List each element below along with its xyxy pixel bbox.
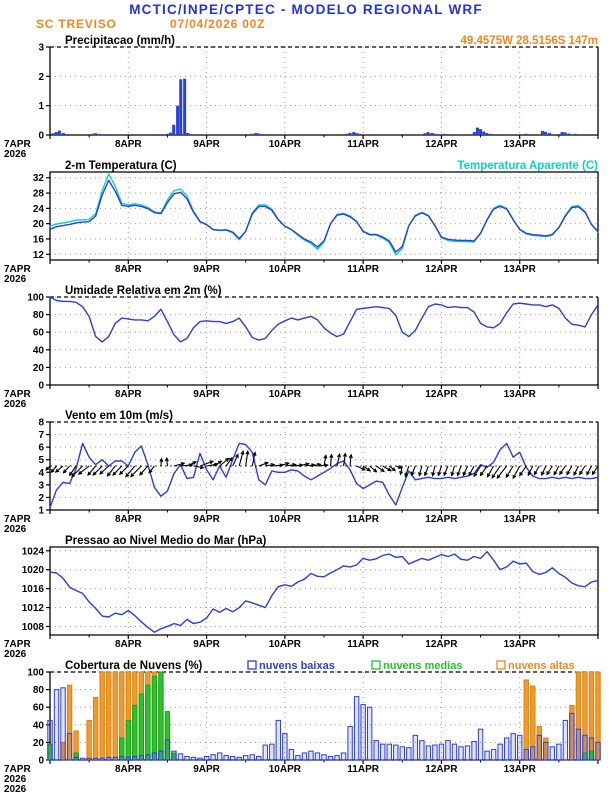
x-tick-label: 10APR bbox=[268, 389, 301, 400]
panel-title: Precipitacao (mm/h) bbox=[65, 35, 175, 47]
cloud-bar bbox=[120, 756, 124, 760]
cloud-bar bbox=[93, 698, 97, 760]
x-tick-label: 10APR bbox=[268, 764, 301, 775]
precip-bar bbox=[359, 134, 362, 135]
panel-title: Cobertura de Nuvens (%) bbox=[65, 660, 203, 672]
cloud-bar bbox=[367, 707, 371, 760]
frame bbox=[49, 47, 598, 135]
y-tick-label: 20 bbox=[32, 737, 44, 749]
cloud-bar bbox=[237, 757, 241, 760]
cloud-bar bbox=[511, 734, 515, 760]
y-tick-label: 60 bbox=[32, 702, 44, 714]
x-tick-label: 11APR bbox=[347, 264, 379, 275]
cloud-bar bbox=[439, 744, 443, 760]
panel-right-label: 49.4575W 28.5156S 147m bbox=[460, 35, 598, 47]
cloud-bar bbox=[217, 753, 221, 760]
precip-bar bbox=[169, 133, 172, 135]
wind-arrow bbox=[513, 466, 519, 478]
x-axis-year-2: 2026 bbox=[4, 784, 27, 792]
precip-bar bbox=[254, 133, 257, 135]
y-tick-label: 1016 bbox=[21, 584, 44, 596]
cloud-bar bbox=[126, 720, 130, 760]
series-line-Pressao-ao-Nivel-Medio-do-Mar-(hPa) bbox=[50, 552, 598, 633]
x-axis-year: 2026 bbox=[4, 649, 27, 660]
cloud-bar bbox=[67, 734, 71, 760]
cloud-bar bbox=[426, 746, 430, 760]
cloud-bar bbox=[139, 694, 143, 760]
cloud-bar bbox=[322, 755, 326, 760]
cloud-bar bbox=[100, 672, 104, 760]
cloud-bar bbox=[459, 747, 463, 760]
cloud-bar bbox=[113, 757, 117, 760]
precipitation-plot bbox=[4, 35, 599, 160]
x-tick-label: 7APR bbox=[4, 639, 31, 650]
cloud-bar bbox=[230, 756, 234, 760]
cloud-bar bbox=[550, 747, 554, 760]
series-line-Umidade-Relativa-em-2m-(%) bbox=[50, 297, 598, 342]
cloud-bar bbox=[257, 756, 261, 760]
precip-bar bbox=[352, 132, 355, 135]
cloud-bar bbox=[570, 713, 574, 760]
cloud-bar bbox=[159, 751, 163, 760]
cloud-bar bbox=[152, 753, 156, 760]
x-tick-label: 11APR bbox=[347, 139, 379, 150]
y-tick-label: 7 bbox=[38, 430, 44, 442]
cloud-bar bbox=[589, 738, 593, 760]
cloud-bar bbox=[198, 758, 202, 760]
precip-bar bbox=[548, 133, 551, 135]
y-tick-label: 0 bbox=[38, 130, 44, 142]
cloud-bar bbox=[159, 672, 163, 760]
precip-bar bbox=[183, 79, 186, 135]
x-tick-label: 9APR bbox=[193, 139, 220, 150]
wind-arrow bbox=[520, 466, 526, 476]
x-axis-year: 2026 bbox=[4, 149, 27, 160]
x-tick-label: 12APR bbox=[425, 389, 458, 400]
precip-bar bbox=[476, 128, 479, 135]
precip-bar bbox=[172, 125, 175, 135]
cloud-bar bbox=[61, 688, 65, 760]
y-tick-label: 4 bbox=[38, 467, 44, 479]
temperature-chart bbox=[0, 160, 612, 285]
cloud-bar bbox=[204, 756, 208, 760]
panel-title: Umidade Relativa em 2m (%) bbox=[65, 285, 222, 297]
y-tick-label: 5 bbox=[38, 455, 44, 467]
y-tick-label: 8 bbox=[38, 417, 44, 429]
cloud-bar bbox=[224, 756, 228, 760]
cloud-bar bbox=[296, 756, 300, 760]
legend-swatch bbox=[372, 661, 380, 669]
y-axis bbox=[27, 668, 50, 767]
cloud-bar bbox=[185, 756, 189, 760]
precip-bar bbox=[91, 134, 94, 135]
x-tick-label: 11APR bbox=[347, 639, 379, 650]
x-tick-label: 13APR bbox=[503, 139, 536, 150]
wind-arrow bbox=[140, 466, 148, 475]
precip-bar bbox=[443, 134, 446, 135]
frame bbox=[49, 172, 598, 260]
cloud-bar bbox=[146, 755, 150, 760]
y-tick-label: 20 bbox=[32, 219, 44, 231]
cloud-bar bbox=[557, 744, 561, 760]
precip-bar bbox=[166, 134, 169, 135]
legend-swatch bbox=[248, 661, 256, 669]
clouds-chart bbox=[0, 660, 612, 792]
y-tick-label: 2 bbox=[38, 71, 44, 83]
y-tick-label: 1012 bbox=[21, 603, 44, 615]
x-tick-label: 8APR bbox=[114, 639, 142, 650]
x-tick-label: 9APR bbox=[193, 639, 220, 650]
cloud-bar bbox=[335, 756, 339, 760]
precip-bar bbox=[58, 131, 61, 135]
precip-bar bbox=[179, 79, 182, 135]
y-tick-label: 40 bbox=[32, 345, 44, 357]
cloud-bar bbox=[211, 755, 215, 760]
cloud-bar bbox=[400, 747, 404, 760]
x-axis-year: 2026 bbox=[4, 524, 27, 535]
precip-bar bbox=[62, 133, 65, 135]
x-tick-label: 11APR bbox=[347, 764, 379, 775]
x-tick-label: 13APR bbox=[503, 764, 536, 775]
y-tick-label: 1 bbox=[38, 101, 44, 113]
precip-bar bbox=[250, 134, 253, 135]
y-tick-label: 1 bbox=[38, 505, 44, 517]
wind-arrow bbox=[72, 466, 83, 477]
x-tick-label: 7APR bbox=[4, 139, 31, 150]
cloud-bar bbox=[452, 744, 456, 760]
grid bbox=[50, 547, 598, 635]
cloud-bar bbox=[413, 735, 417, 760]
cloud-bar bbox=[80, 758, 84, 760]
x-tick-label: 12APR bbox=[425, 764, 458, 775]
y-axis bbox=[38, 43, 50, 142]
precip-bar bbox=[479, 129, 482, 135]
cloud-bar bbox=[518, 735, 522, 760]
cloud-bar bbox=[354, 697, 358, 760]
precip-bar bbox=[55, 132, 58, 135]
x-tick-label: 8APR bbox=[114, 389, 142, 400]
model-title: MCTIC/INPE/CPTEC - MODELO REGIONAL WRF bbox=[129, 2, 483, 17]
x-axis-year: 2026 bbox=[4, 274, 27, 285]
cloud-bar bbox=[498, 744, 502, 760]
x-tick-label: 9APR bbox=[193, 514, 220, 525]
y-tick-label: 0 bbox=[38, 380, 44, 392]
y-axis bbox=[33, 173, 50, 261]
precip-bar bbox=[176, 106, 179, 135]
x-axis-year: 2026 bbox=[4, 399, 27, 410]
cloud-bar bbox=[48, 720, 52, 760]
precip-bar bbox=[427, 132, 430, 135]
x-tick-label: 7APR bbox=[4, 764, 31, 775]
y-tick-label: 24 bbox=[32, 203, 44, 215]
x-axis bbox=[4, 385, 598, 410]
legend-label: nuvens medias bbox=[383, 660, 463, 672]
y-tick-label: 3 bbox=[38, 42, 44, 54]
precip-bar bbox=[485, 133, 488, 135]
x-tick-label: 8APR bbox=[114, 514, 142, 525]
panel-title: Pressao ao Nivel Medio do Mar (hPa) bbox=[65, 535, 267, 547]
panel-wind bbox=[0, 410, 612, 535]
panel-title: Vento em 10m (m/s) bbox=[65, 410, 174, 422]
precipitation-chart bbox=[0, 35, 612, 160]
cloud-bar bbox=[191, 757, 195, 760]
precip-bar bbox=[186, 133, 189, 135]
precip-bar bbox=[473, 132, 476, 135]
cloud-bar bbox=[491, 749, 495, 760]
wind-plot bbox=[4, 410, 599, 535]
cloud-bar bbox=[446, 741, 450, 760]
x-tick-label: 8APR bbox=[114, 264, 142, 275]
cloud-bar bbox=[289, 749, 293, 760]
x-tick-label: 12APR bbox=[425, 264, 458, 275]
cloud-bar bbox=[348, 727, 352, 760]
panel-humidity bbox=[0, 285, 612, 410]
precip-bar bbox=[434, 134, 437, 135]
cloud-bar bbox=[387, 744, 391, 760]
x-tick-label: 10APR bbox=[268, 264, 301, 275]
cloud-bar bbox=[309, 751, 313, 760]
cloud-bar bbox=[87, 758, 91, 760]
pressure-chart bbox=[0, 535, 612, 660]
x-axis bbox=[4, 135, 598, 160]
x-tick-label: 7APR bbox=[4, 389, 31, 400]
frame bbox=[49, 672, 598, 760]
y-tick-label: 20 bbox=[32, 362, 44, 374]
precip-bar bbox=[94, 133, 97, 135]
precip-bar bbox=[345, 134, 348, 135]
x-tick-label: 10APR bbox=[268, 639, 301, 650]
legend-item bbox=[248, 660, 335, 672]
y-axis bbox=[27, 293, 50, 392]
grid bbox=[50, 297, 598, 385]
y-tick-label: 16 bbox=[32, 234, 44, 246]
y-axis bbox=[22, 546, 50, 633]
legend-label: nuvens baixas bbox=[259, 660, 335, 672]
y-tick-label: 80 bbox=[32, 310, 44, 322]
cloud-bar bbox=[87, 720, 91, 760]
series-line-2-m-Temperatura-(C) bbox=[50, 180, 598, 252]
wind-arrow bbox=[79, 466, 89, 474]
x-tick-label: 9APR bbox=[193, 264, 220, 275]
cloud-bar bbox=[172, 751, 176, 760]
x-tick-label: 13APR bbox=[503, 389, 536, 400]
cloud-bar bbox=[133, 705, 137, 760]
cloud-bar bbox=[341, 753, 345, 760]
x-axis bbox=[4, 510, 598, 535]
cloud-bar bbox=[74, 757, 78, 760]
precip-bar bbox=[541, 131, 544, 135]
y-tick-label: 1024 bbox=[21, 546, 44, 558]
x-axis bbox=[4, 635, 598, 660]
cloud-bar bbox=[596, 742, 600, 760]
cloud-bar bbox=[270, 744, 274, 760]
cloud-bar bbox=[583, 735, 587, 760]
cloud-bar bbox=[328, 756, 332, 760]
wind-chart bbox=[0, 410, 612, 535]
panel-pressure bbox=[0, 535, 612, 660]
precip-bar bbox=[524, 134, 527, 135]
cloud-bar bbox=[133, 756, 137, 760]
cloud-bar bbox=[394, 745, 398, 760]
wind-arrow bbox=[480, 466, 487, 475]
precip-bar bbox=[404, 134, 407, 135]
cloud-bar bbox=[178, 754, 182, 760]
header-row bbox=[0, 17, 612, 31]
x-tick-label: 10APR bbox=[268, 514, 301, 525]
precip-bar bbox=[355, 133, 358, 135]
station-name: SC TREVISO bbox=[36, 17, 117, 31]
x-axis-year: 2026 bbox=[4, 774, 27, 785]
x-axis bbox=[4, 260, 598, 285]
precip-bar bbox=[258, 134, 261, 135]
y-tick-label: 6 bbox=[38, 442, 44, 454]
y-tick-label: 40 bbox=[32, 720, 44, 732]
cloud-bar bbox=[433, 745, 437, 760]
panel-title: 2-m Temperatura (C) bbox=[65, 160, 177, 172]
cloud-bar bbox=[531, 747, 535, 760]
grid bbox=[50, 47, 598, 135]
y-tick-label: 100 bbox=[27, 292, 44, 304]
x-tick-label: 11APR bbox=[347, 514, 379, 525]
cloud-bar bbox=[126, 757, 130, 760]
precip-bar bbox=[348, 133, 351, 135]
wind-arrow bbox=[506, 466, 513, 477]
cloud-bar bbox=[524, 680, 528, 760]
y-tick-label: 1008 bbox=[21, 621, 44, 633]
precip-bar bbox=[564, 132, 567, 135]
x-tick-label: 7APR bbox=[4, 264, 31, 275]
x-tick-label: 10APR bbox=[268, 139, 301, 150]
cloud-bar bbox=[302, 753, 306, 760]
cloud-bar bbox=[485, 751, 489, 760]
humidity-chart bbox=[0, 285, 612, 410]
temperature-plot bbox=[4, 160, 599, 285]
y-tick-label: 1020 bbox=[21, 565, 44, 577]
x-tick-label: 12APR bbox=[425, 639, 458, 650]
y-tick-label: 0 bbox=[38, 755, 44, 767]
y-tick-label: 28 bbox=[32, 188, 44, 200]
cloud-bar bbox=[361, 705, 365, 760]
cloud-bar bbox=[100, 758, 104, 760]
cloud-bar bbox=[146, 685, 150, 760]
legend-swatch bbox=[497, 661, 505, 669]
precip-bar bbox=[65, 134, 68, 135]
x-tick-label: 12APR bbox=[425, 139, 458, 150]
cloud-bar bbox=[276, 720, 280, 760]
precip-bar bbox=[482, 131, 485, 135]
precip-bar bbox=[52, 133, 55, 135]
y-tick-label: 100 bbox=[27, 667, 44, 679]
legend-label: nuvens altas bbox=[508, 660, 575, 672]
x-tick-label: 8APR bbox=[114, 139, 142, 150]
precip-bar bbox=[560, 132, 563, 135]
x-tick-label: 7APR bbox=[4, 514, 31, 525]
cloud-bar bbox=[465, 746, 469, 760]
cloud-bar bbox=[576, 729, 580, 760]
legend-item bbox=[497, 660, 575, 672]
panel-precipitation bbox=[0, 35, 612, 160]
x-tick-label: 13APR bbox=[503, 639, 536, 650]
precip-bar bbox=[544, 132, 547, 135]
panel-temperature bbox=[0, 160, 612, 285]
y-tick-label: 32 bbox=[32, 173, 44, 185]
x-tick-label: 11APR bbox=[347, 389, 379, 400]
y-tick-label: 12 bbox=[32, 249, 44, 261]
cloud-bar bbox=[374, 741, 378, 760]
panel-right-label: Temperatura Aparente (C) bbox=[457, 160, 598, 172]
cloud-bar bbox=[472, 742, 476, 760]
x-tick-label: 12APR bbox=[425, 514, 458, 525]
cloud-bar bbox=[407, 748, 411, 760]
grid bbox=[50, 172, 598, 260]
cloud-bar bbox=[152, 676, 156, 760]
clouds-plot bbox=[4, 660, 600, 792]
x-tick-label: 8APR bbox=[114, 764, 142, 775]
x-tick-label: 13APR bbox=[503, 514, 536, 525]
y-tick-label: 3 bbox=[38, 480, 44, 492]
precip-bar bbox=[489, 134, 492, 135]
precip-bar bbox=[98, 134, 101, 135]
cloud-bar bbox=[524, 749, 528, 760]
cloud-bar bbox=[544, 742, 548, 760]
y-tick-label: 60 bbox=[32, 327, 44, 339]
precip-bar bbox=[568, 134, 571, 135]
pressure-plot bbox=[4, 535, 599, 660]
y-tick-label: 2 bbox=[38, 492, 44, 504]
cloud-bar bbox=[283, 734, 287, 760]
x-tick-label: 9APR bbox=[193, 764, 220, 775]
legend-item bbox=[372, 660, 462, 672]
cloud-bar bbox=[563, 720, 567, 760]
precip-bar bbox=[574, 134, 577, 135]
series-line-Temperatura-Aparente-(C) bbox=[50, 174, 598, 255]
x-axis bbox=[4, 760, 598, 792]
precip-bar bbox=[423, 133, 426, 135]
cloud-bar bbox=[54, 690, 58, 760]
cloud-bar bbox=[420, 741, 424, 760]
panel-clouds bbox=[0, 660, 612, 792]
cloud-bar bbox=[113, 672, 117, 760]
cloud-bar bbox=[315, 753, 319, 760]
cloud-bar bbox=[250, 755, 254, 760]
humidity-plot bbox=[4, 285, 599, 410]
cloud-bar bbox=[381, 744, 385, 760]
x-tick-label: 9APR bbox=[193, 389, 220, 400]
run-datetime: 07/04/2026 00Z bbox=[170, 17, 266, 31]
frame bbox=[49, 547, 598, 635]
precip-bars bbox=[52, 79, 577, 135]
cloud-bar bbox=[165, 740, 169, 760]
cloud-bar bbox=[504, 738, 508, 760]
precip-bar bbox=[261, 134, 264, 135]
cloud-bar bbox=[139, 756, 143, 760]
y-tick-label: 80 bbox=[32, 685, 44, 697]
cloud-bar bbox=[537, 735, 541, 760]
cloud-bar bbox=[107, 672, 111, 760]
cloud-bar bbox=[107, 757, 111, 760]
cloud-bar bbox=[93, 758, 97, 760]
cloud-bar bbox=[244, 756, 248, 760]
x-tick-label: 13APR bbox=[503, 264, 536, 275]
precip-bar bbox=[431, 133, 434, 135]
cloud-bar bbox=[263, 745, 267, 760]
cloud-bar bbox=[478, 729, 482, 760]
frame bbox=[49, 297, 598, 385]
